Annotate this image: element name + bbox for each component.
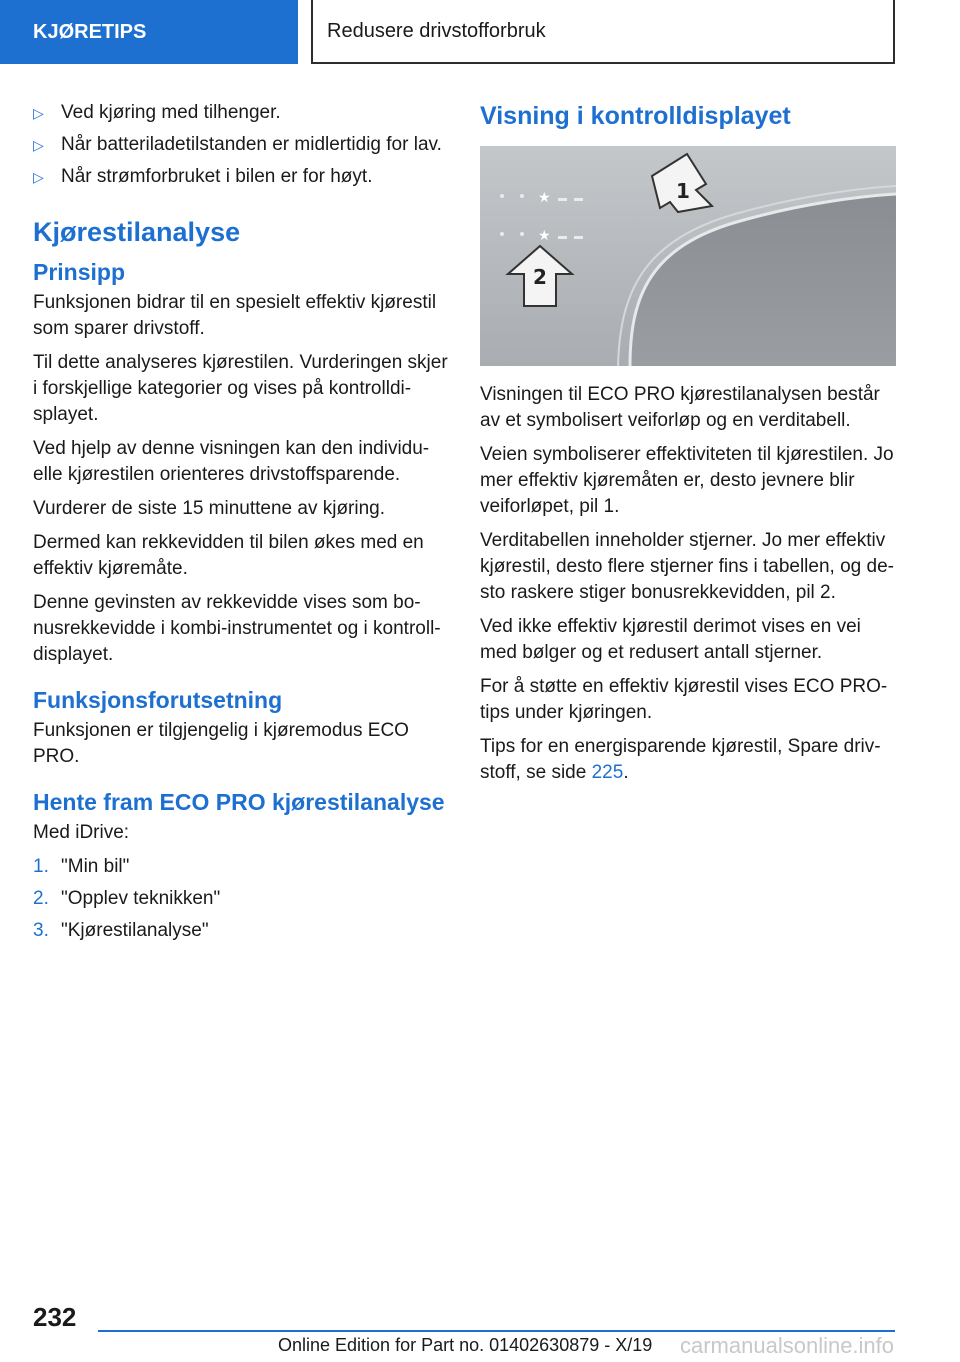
step-number: 1. (33, 856, 49, 877)
paragraph: For å støtte en effektiv kjørestil vises ECO PRO-tips under kjøringen. (480, 676, 888, 723)
watermark: carmanualsonline.info (680, 1333, 895, 1358)
menu-path-item: "Kjørestilanalyse" (61, 920, 209, 941)
eco-pro-display-figure (480, 146, 896, 366)
triangle-bullet-icon: ▷ (33, 105, 44, 121)
paragraph: Dermed kan rekkevidden til bilen økes med en effektiv kjøremåte. (33, 532, 424, 579)
principle-heading: Prinsipp (33, 259, 126, 285)
section-tab (0, 0, 298, 64)
page-number: 232 (33, 1302, 77, 1332)
paragraph: Veien symboliserer effektiviteten til kjørestilen. Jo mer effektiv kjøremåten er, desto jevnere blir veiforløpet, pil 1. (480, 444, 894, 517)
paragraph: Denne gevinsten av rekkevidde vises som bo-nusrekkevidde i kombi-instrumentet og i kontroll-displayet. (33, 592, 441, 665)
section-title: KJØRETIPS (33, 20, 147, 43)
list-item (33, 100, 451, 126)
svg-text:2: 2 (533, 265, 547, 289)
triangle-bullet-icon: ▷ (33, 137, 44, 153)
list-item-text: Når strømforbruket i bilen er for høyt. (61, 166, 373, 187)
chapter-title: Redusere drivstofforbruk (327, 19, 546, 42)
chapter-header (311, 0, 895, 64)
svg-text:1: 1 (676, 179, 690, 203)
steps-list (33, 854, 451, 944)
display-heading: Visning i kontrolldisplayet (480, 102, 791, 130)
condition-list (33, 100, 451, 190)
paragraph: Vurderer de siste 15 minuttene av kjøring. (33, 498, 386, 519)
list-item (33, 854, 451, 880)
footer-divider (98, 1330, 895, 1332)
list-item (33, 164, 451, 190)
paragraph: Funksjonen er tilgjengelig i kjøremodus ECO PRO. (33, 720, 409, 767)
list-item (33, 918, 451, 944)
right-column (480, 100, 896, 794)
section-heading: Kjørestilanalyse (33, 217, 241, 247)
tip-end: . (623, 762, 629, 783)
svg-text:★: ★ (538, 190, 551, 206)
paragraph: Verditabellen inneholder stjerner. Jo mer effektiv kjørestil, desto flere stjerner fins i tabellen, og de-sto raskere stiger bonusrekkevidden, pil 2. (480, 530, 894, 603)
paragraph: Med iDrive: (33, 822, 130, 843)
footer-edition: Online Edition for Part no. 01402630879 - X/19 (278, 1335, 653, 1355)
paragraph: Ved ikke effektiv kjørestil derimot vises en vei med bølger og et redusert antall stjerner. (480, 616, 861, 663)
list-item-text: Når batteriladetilstanden er midlertidig for lav. (61, 134, 442, 155)
list-item (33, 886, 451, 912)
paragraph: Funksjonen bidrar til en spesielt effektiv kjørestil som sparer drivstoff. (33, 292, 437, 339)
paragraph: Til dette analyseres kjørestilen. Vurderingen skjer i forskjellige kategorier og vises på kontrolldi-splayet. (33, 352, 448, 425)
svg-text:★: ★ (538, 228, 551, 244)
page-reference-link[interactable]: 225 (591, 762, 624, 783)
call-up-heading: Hente fram ECO PRO kjørestilanalyse (33, 789, 445, 815)
tip-text: Tips for en energisparende kjørestil, Spare driv-stoff, se side (480, 736, 881, 783)
left-column (33, 100, 451, 950)
requirement-heading: Funksjonsforutsetning (33, 687, 283, 713)
tip-paragraph (480, 734, 896, 786)
menu-path-item: "Min bil" (61, 856, 130, 877)
paragraph: Ved hjelp av denne visningen kan den individu-elle kjørestilen orienteres drivstoffsparende. (33, 438, 430, 485)
step-number: 2. (33, 888, 49, 909)
triangle-bullet-icon: ▷ (33, 169, 44, 185)
list-item (33, 132, 451, 158)
paragraph: Visningen til ECO PRO kjørestilanalysen består av et symbolisert veiforløp og en verditabell. (480, 384, 880, 431)
list-item-text: Ved kjøring med tilhenger. (61, 102, 281, 123)
step-number: 3. (33, 920, 49, 941)
menu-path-item: "Opplev teknikken" (61, 888, 221, 909)
